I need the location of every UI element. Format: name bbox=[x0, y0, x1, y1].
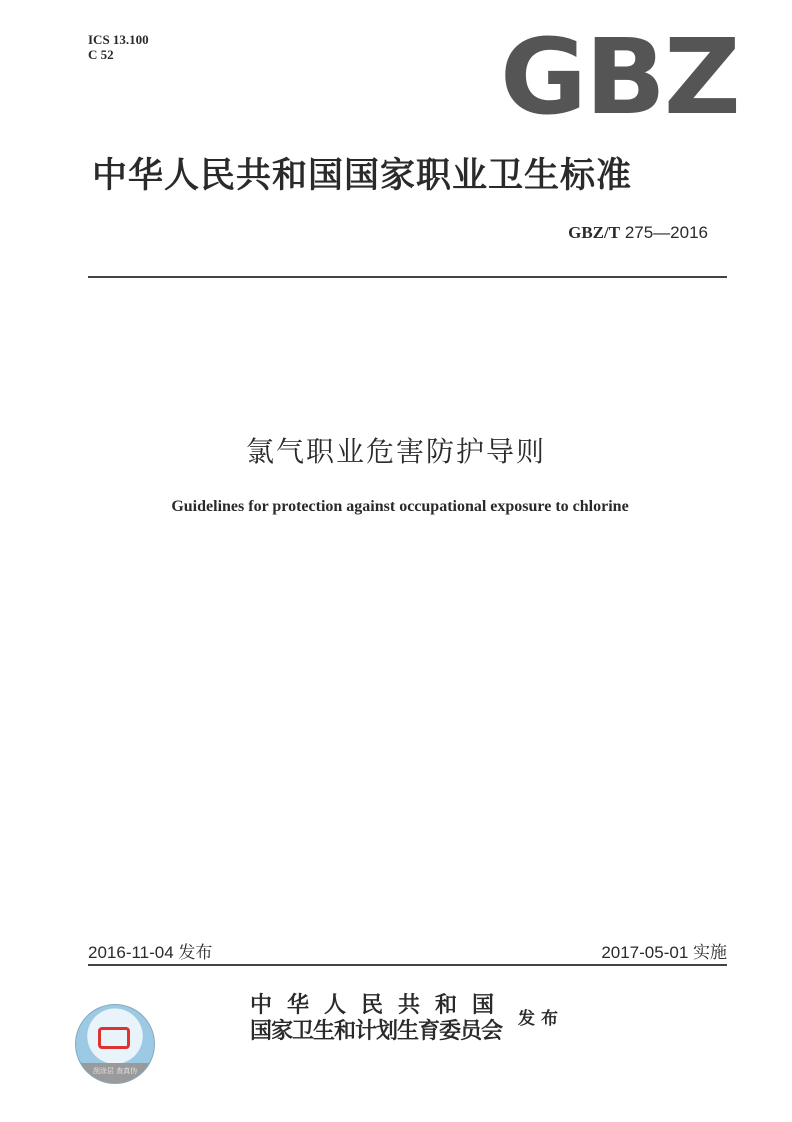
code-number: 275—2016 bbox=[624, 223, 708, 242]
gbz-logo: GBZ bbox=[500, 16, 739, 138]
publisher-verb: 发布 bbox=[518, 1009, 564, 1029]
standard-code bbox=[568, 223, 708, 243]
publisher-line-1: 中华人民共和国 bbox=[250, 992, 510, 1018]
publisher-line-2: 国家卫生和计划生育委员会 bbox=[250, 1018, 503, 1044]
header-divider bbox=[88, 276, 727, 278]
footer-divider bbox=[88, 964, 727, 966]
ccs-code: C 52 bbox=[88, 47, 114, 62]
document-title-english: Guidelines for protection against occupational exposure to chlorine bbox=[171, 498, 629, 515]
document-title-chinese: 氯气职业危害防护导则 bbox=[245, 435, 546, 468]
standard-type-heading: 中华人民共和国国家职业卫生标准 bbox=[92, 155, 633, 196]
classification-codes bbox=[88, 32, 149, 62]
issue-date: 2016-11-04 发布 bbox=[88, 943, 213, 962]
code-prefix: GBZ/T bbox=[568, 223, 621, 242]
implement-date: 2017-05-01 实施 bbox=[601, 943, 727, 962]
ics-code: ICS 13.100 bbox=[88, 32, 149, 47]
stamp-logo-icon bbox=[98, 1027, 130, 1049]
anti-counterfeit-stamp bbox=[75, 1004, 155, 1084]
stamp-band-text: 刮涂层 查真伪 bbox=[76, 1063, 154, 1083]
